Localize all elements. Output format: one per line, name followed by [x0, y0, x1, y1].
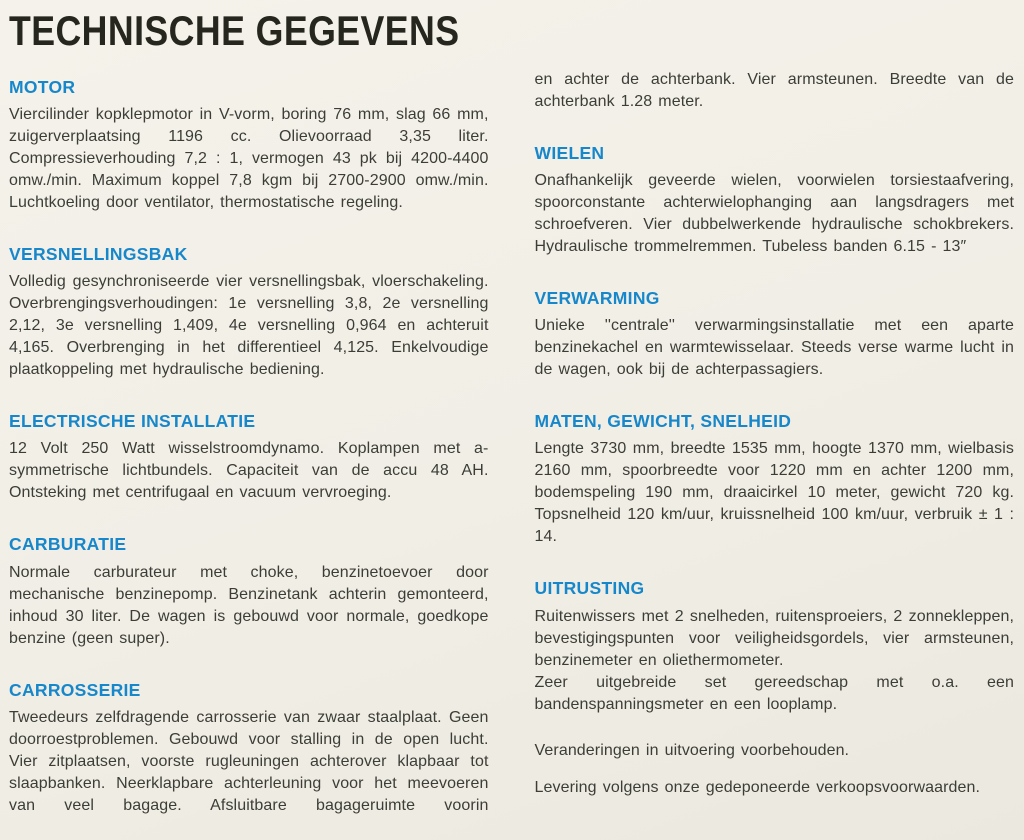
- note-veranderingen: [535, 740, 1015, 762]
- section-uitrusting: [535, 578, 1015, 715]
- section-versnellingsbak: [9, 244, 489, 381]
- section-carburatie: [9, 534, 489, 649]
- section-heading-verwarming: VERWARMING: [534, 288, 660, 309]
- section-verwarming: [535, 288, 1015, 381]
- section-wielen: [535, 143, 1015, 258]
- section-heading-motor: MOTOR: [9, 77, 76, 97]
- note-levering: [535, 777, 1015, 799]
- two-column-layout: [9, 69, 1014, 817]
- section-heading-wielen: WIELEN: [534, 143, 605, 163]
- section-heading-carburatie: CARBURATIE: [9, 534, 127, 555]
- section-carrosserie: [9, 680, 489, 817]
- section-heading-electrische-installatie: ELECTRISCHE INSTALLATIE: [9, 411, 256, 432]
- paragraph: Ruitenwissers met 2 snelheden, ruitensproeiers, 2 zonnekleppen, bevestigingspunten voor veiligheidsgordels, vier armsteunen, benzinemeter en oliethermometer.: [534, 607, 1014, 669]
- left-column: [9, 69, 489, 817]
- paragraph: Unieke ''centrale'' verwarmingsinstallatie met een aparte benzinekachel en warmtewisselaar. Steeds verse warme lucht in de wagen, ook bij de achterpassagiers.: [534, 317, 1014, 379]
- paragraph: Lengte 3730 mm, breedte 1535 mm, hoogte 1370 mm, wielbasis 2160 mm, spoorbreedte voor 1220 mm en achter 1200 mm, bodemspeling 190 mm, draaicirkel 10 meter, gewicht 720 kg. Topsnelheid 120 km/uur, kruissnelheid 100 km/uur, verbruik ± 1 : 14.: [534, 440, 1014, 546]
- section-heading-maten-gewicht-snelheid: MATEN, GEWICHT, SNELHEID: [534, 411, 792, 432]
- paragraph: Zeer uitgebreide set gereedschap met o.a. een bandenspanningsmeter en een looplamp.: [534, 673, 1014, 713]
- page-title: TECHNISCHE GEGEVENS: [9, 7, 460, 54]
- paragraph: Tweedeurs zelfdragende carrosserie van zwaar staalplaat. Geen doorroestproblemen. Gebouwd voor stalling in de open lucht. Vier zitplaatsen, voorste rugleuningen achterover klapbaar tot slaapbanken. Neerklapbare achterleuning voor het meevoeren van veel bagage. Afsluitbare bagageruimte voorin: [9, 708, 489, 814]
- paragraph: 12 Volt 250 Watt wisselstroomdynamo. Koplampen met a-symmetrische lichtbundels. Capaciteit van de accu 48 AH. Ontsteking met centrifugaal en vacuum vervroeging.: [9, 440, 489, 502]
- paragraph: Volledig gesynchroniseerde vier versnellingsbak, vloerschakeling. Overbrengingsverhoudingen: 1e versnelling 3,8, 2e versnelling 2,12, 3e versnelling 1,409, 4e versnelling 0,964 en achteruit 4,165. Overbrenging in het differentieel 4,125. Enkelvoudige plaatkoppeling met hydraulische bediening.: [9, 273, 489, 379]
- paragraph: Veranderingen in uitvoering voorbehouden.: [534, 741, 850, 759]
- paragraph: en achter de achterbank. Vier armsteunen. Breedte van de achterbank 1.28 meter.: [534, 71, 1014, 110]
- section-motor: [9, 77, 489, 214]
- paragraph: Viercilinder kopklepmotor in V-vorm, boring 76 mm, slag 66 mm, zuigerverplaatsing 1196 cc. Olievoorraad 3,35 liter. Compressieverhouding 7,2 : 1, vermogen 43 pk bij 4200-4400 omw./min. Maximum koppel 7,8 kgm bij 2700-2900 omw./min. Luchtkoeling door ventilator, thermostatische regeling.: [9, 106, 489, 212]
- section-carrosserie-continued: [535, 69, 1015, 113]
- paragraph: Levering volgens onze gedeponeerde verkoopsvoorwaarden.: [534, 778, 981, 796]
- paragraph: Onafhankelijk geveerde wielen, voorwielen torsiestaafvering, spoorconstante achterwielophanging aan langsdragers met schroefveren. Vier dubbelwerkende hydraulische schokbrekers. Hydraulische trommelremmen. Tubeless banden 6.15 - 13″: [534, 172, 1014, 256]
- section-maten-gewicht-snelheid: [535, 411, 1015, 548]
- paragraph: Normale carburateur met choke, benzinetoevoer door mechanische benzinepomp. Benzinetank achterin gemonteerd, inhoud 30 liter. De wagen is gebouwd voor normale, goedkope benzine (geen super).: [9, 563, 489, 647]
- right-column: [535, 69, 1015, 817]
- section-heading-carrosserie: CARROSSERIE: [9, 679, 141, 700]
- section-heading-uitrusting: UITRUSTING: [534, 578, 645, 599]
- section-heading-versnellingsbak: VERSNELLINGSBAK: [9, 244, 188, 265]
- section-electrische-installatie: [9, 411, 489, 504]
